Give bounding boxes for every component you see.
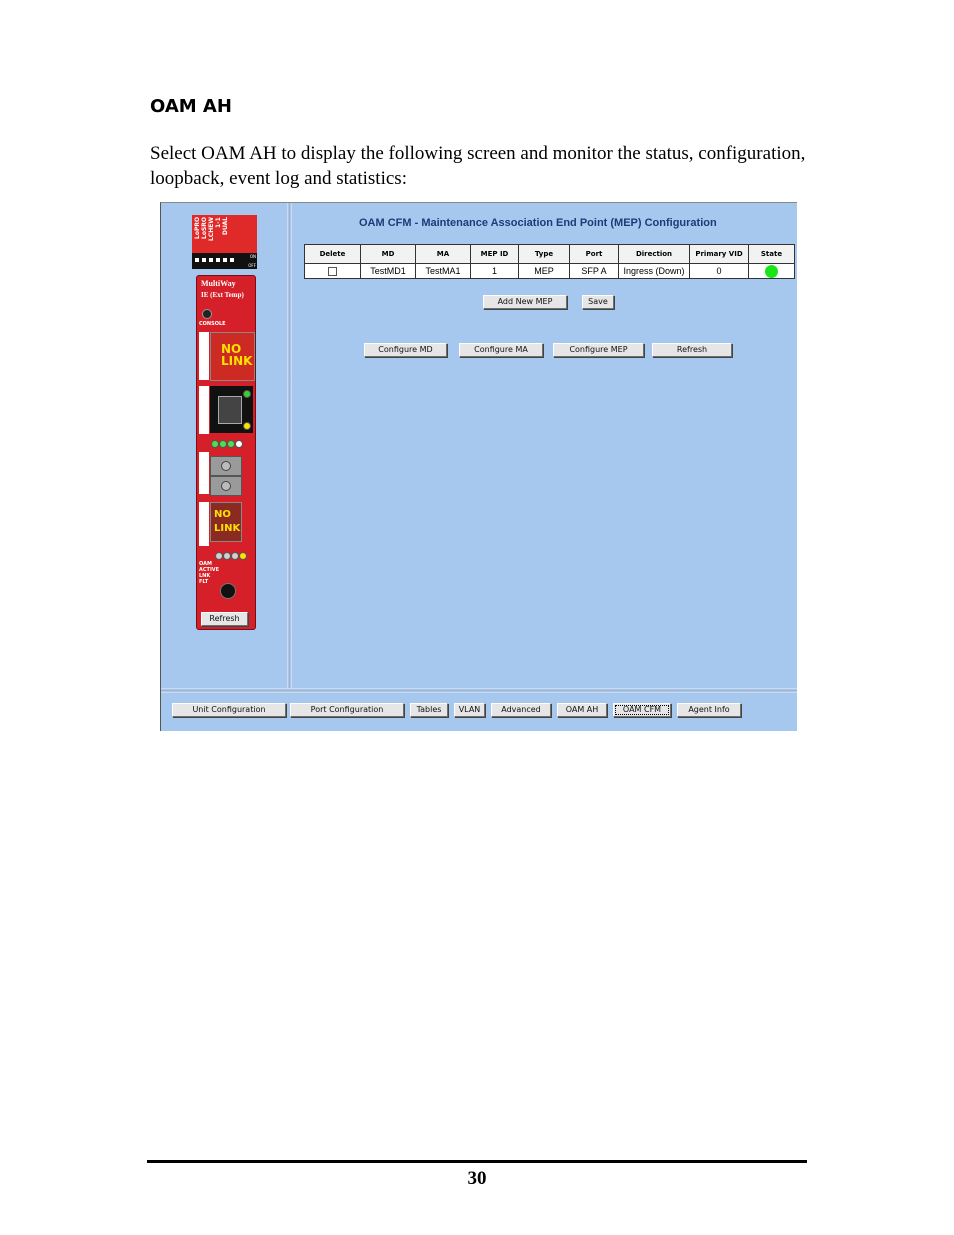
led-label: FLT <box>199 579 209 585</box>
dip-switch[interactable] <box>209 258 213 262</box>
dip-label: LoPRO <box>194 217 201 240</box>
dip-switch-block <box>192 215 257 269</box>
sfp-b-side-label <box>199 502 209 546</box>
thumbscrew-icon <box>220 583 236 599</box>
device-ie-label: IE <box>201 291 209 299</box>
port-cell: SFP A <box>570 264 619 279</box>
column-header: Direction <box>619 245 690 264</box>
save-button[interactable]: Save <box>582 295 614 309</box>
ma-cell: TestMA1 <box>416 264 471 279</box>
led-off-icon <box>235 440 243 448</box>
column-header: Port <box>570 245 619 264</box>
led-yellow-icon <box>239 552 247 560</box>
delete-checkbox[interactable] <box>328 267 337 276</box>
led-off-icon <box>223 552 231 560</box>
mep-table <box>304 244 795 279</box>
frame-divider-horizontal <box>161 688 797 693</box>
led-green-icon <box>219 440 227 448</box>
dip-label: LoSRO <box>201 217 208 239</box>
dip-label: LCHEW <box>208 217 215 241</box>
port1-status-line2: LINK <box>221 354 253 368</box>
led-off-icon <box>231 552 239 560</box>
screenshot-frame <box>160 202 797 731</box>
mep-config-title: OAM CFM - Maintenance Association End Point (MEP) Configuration <box>359 217 717 229</box>
led-green-icon <box>211 440 219 448</box>
fiber-hole-icon <box>221 461 231 471</box>
led-yellow-icon <box>243 422 251 430</box>
dip-on-label: ON <box>249 254 256 259</box>
led-label: LNK <box>199 573 211 579</box>
column-header: MA <box>416 245 471 264</box>
console-label: CONSOLE <box>199 321 226 327</box>
led-green-icon <box>227 440 235 448</box>
led-label: OAM <box>199 561 212 567</box>
nav-tables[interactable]: Tables <box>410 703 448 717</box>
dip-switch[interactable] <box>195 258 199 262</box>
nav-agent-info[interactable]: Agent Info <box>677 703 741 717</box>
column-header: State <box>749 245 795 264</box>
device-refresh-button[interactable]: Refresh <box>201 612 248 626</box>
dip-switch[interactable] <box>223 258 227 262</box>
mep-id-cell: 1 <box>471 264 519 279</box>
sfp-a-xmt-port[interactable] <box>210 456 242 476</box>
dip-switch-labels <box>194 217 230 251</box>
sfp-b-no-link[interactable] <box>210 502 242 542</box>
fiber-hole-icon <box>221 481 231 491</box>
table-row <box>305 264 795 279</box>
refresh-button[interactable]: Refresh <box>652 343 732 357</box>
mep-table-header <box>305 245 795 264</box>
footer-rule <box>147 1160 807 1163</box>
column-header: MEP ID <box>471 245 519 264</box>
led-green-icon <box>243 390 251 398</box>
device-title: MultiWay <box>201 279 236 288</box>
dip-switch[interactable] <box>216 258 220 262</box>
nav-oam-ah[interactable]: OAM AH <box>557 703 607 717</box>
nav-advanced[interactable]: Advanced <box>491 703 551 717</box>
column-header: Primary VID <box>690 245 749 264</box>
console-port-icon <box>202 309 212 319</box>
configure-md-button[interactable]: Configure MD <box>364 343 447 357</box>
sfp-a-rcv-port[interactable] <box>210 476 242 496</box>
rj45-port-icon[interactable] <box>210 386 253 433</box>
dip-switch[interactable] <box>202 258 206 262</box>
sfp-a-side-label <box>199 452 209 494</box>
dip-off-label: OFF <box>248 263 256 268</box>
intro-paragraph: Select OAM AH to display the following screen and monitor the status, configuration, loopback, event log and statistics: <box>150 143 806 189</box>
led-off-icon <box>215 552 223 560</box>
dip-label: 1-1 <box>215 217 222 228</box>
direction-cell: Ingress (Down) <box>619 264 690 279</box>
rj45-pins <box>218 396 242 424</box>
dip-switches[interactable] <box>192 253 257 269</box>
column-header: MD <box>361 245 416 264</box>
device-subtitle <box>201 291 244 299</box>
dip-switch[interactable] <box>230 258 234 262</box>
configure-ma-button[interactable]: Configure MA <box>459 343 543 357</box>
add-new-mep-button[interactable]: Add New MEP <box>483 295 567 309</box>
state-cell <box>749 264 795 279</box>
column-header: Type <box>519 245 570 264</box>
nav-oam-cfm[interactable]: OAM CFM <box>613 703 671 717</box>
sfp-b-status-line1: NO <box>214 509 231 520</box>
delete-cell <box>305 264 361 279</box>
dip-label: DUAL <box>222 217 229 236</box>
page-number: 30 <box>467 1168 487 1189</box>
port1-side-label <box>199 332 209 380</box>
nav-unit-configuration[interactable]: Unit Configuration <box>172 703 286 717</box>
frame-divider-vertical <box>287 203 292 689</box>
nav-port-configuration[interactable]: Port Configuration <box>290 703 404 717</box>
state-indicator-icon <box>765 265 778 278</box>
sfp-b-status-line2: LINK <box>214 523 241 534</box>
port1-no-link[interactable] <box>210 332 255 381</box>
status-led-labels <box>199 561 219 585</box>
md-cell: TestMD1 <box>361 264 416 279</box>
column-header: Delete <box>305 245 361 264</box>
port2-side-label <box>199 386 209 434</box>
port1-status-line1: NO <box>221 342 242 356</box>
section-heading: OAM AH <box>150 96 232 117</box>
nav-vlan[interactable]: VLAN <box>454 703 485 717</box>
device-temp-label: (Ext Temp) <box>210 291 244 299</box>
configure-mep-button[interactable]: Configure MEP <box>553 343 644 357</box>
device-card <box>196 275 256 630</box>
type-cell: MEP <box>519 264 570 279</box>
primary-vid-cell: 0 <box>690 264 749 279</box>
led-label: ACTIVE <box>199 567 220 573</box>
